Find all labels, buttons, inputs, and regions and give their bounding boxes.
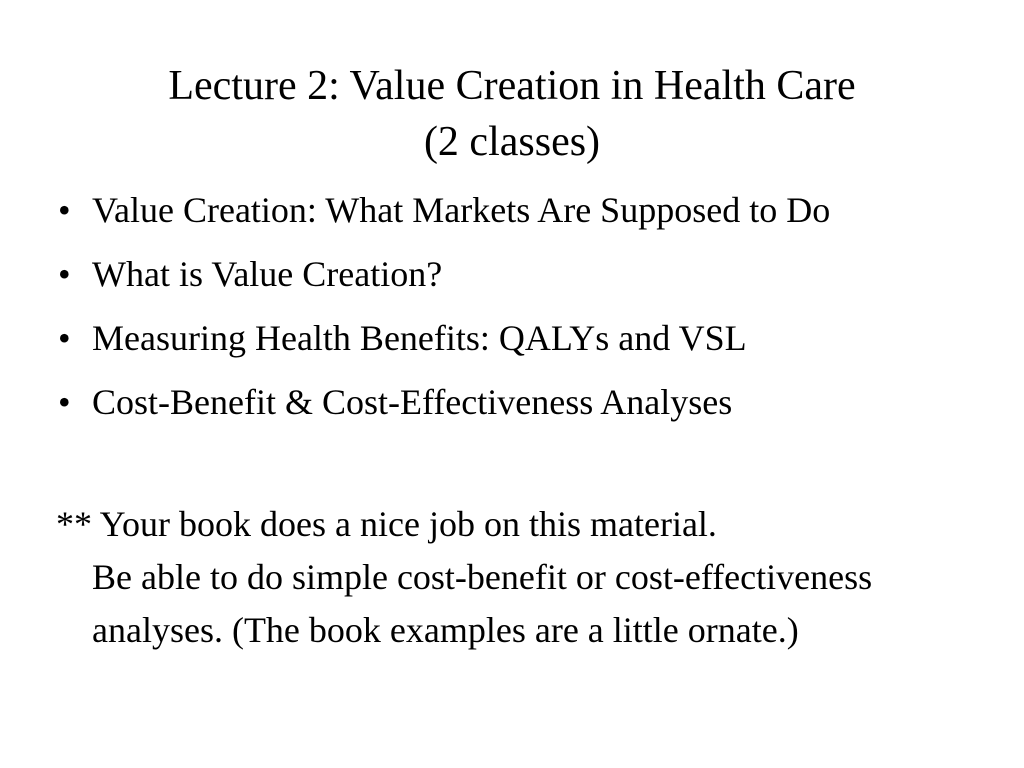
bullet-icon: • xyxy=(58,382,71,422)
bullet-item-value-creation-markets xyxy=(56,184,986,236)
note-paragraph xyxy=(56,498,986,657)
bullet-list xyxy=(56,184,986,440)
bullet-item-measuring-health-benefits xyxy=(56,312,986,364)
bullet-item-cost-benefit-analyses xyxy=(56,376,986,428)
bullet-item-what-is-value-creation xyxy=(56,248,986,300)
bullet-text: Value Creation: What Markets Are Supposed to Do xyxy=(92,190,831,230)
note-continuation: Be able to do simple cost-benefit or cost-effectiveness analyses. (The book examples are a little ornate.) xyxy=(92,557,873,650)
slide-title-line-2: (2 classes) xyxy=(423,119,601,165)
bullet-text: Measuring Health Benefits: QALYs and VSL xyxy=(92,318,747,358)
slide-title xyxy=(40,58,984,170)
bullet-icon: • xyxy=(58,318,71,358)
bullet-text: What is Value Creation? xyxy=(92,254,443,294)
bullet-icon: • xyxy=(58,254,71,294)
bullet-text: Cost-Benefit & Cost-Effectiveness Analyses xyxy=(92,382,733,422)
slide-title-line-1: Lecture 2: Value Creation in Health Care xyxy=(168,63,856,109)
note-first-line: ** Your book does a nice job on this material. xyxy=(56,504,717,544)
bullet-icon: • xyxy=(58,190,71,230)
